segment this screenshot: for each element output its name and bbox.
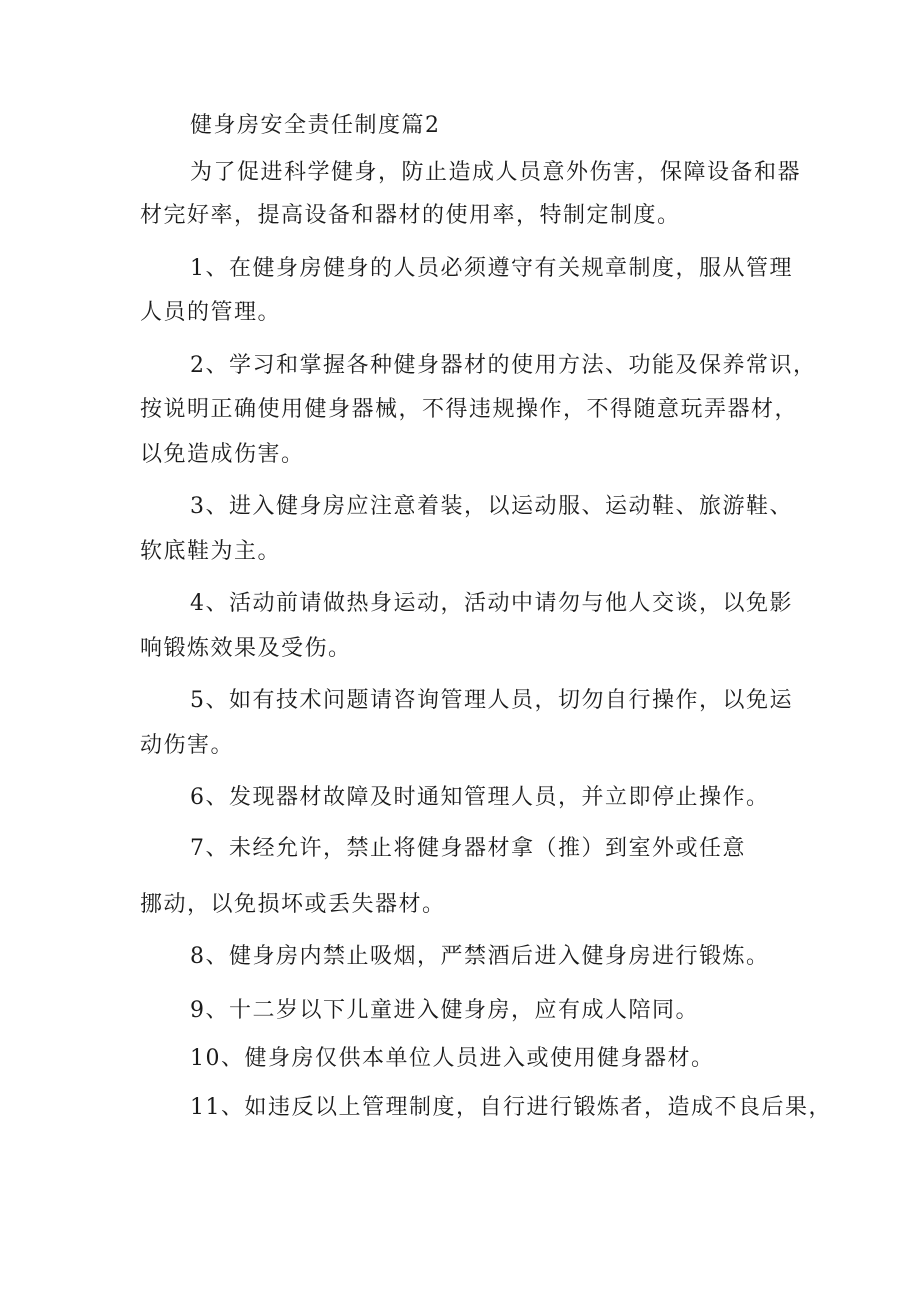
item-5-line-2: 动伤害。	[140, 733, 235, 758]
item-10-line-1: 10、健身房仅供本单位人员进入或使用健身器材。	[190, 1046, 715, 1071]
item-3-line-1: 3、进入健身房应注意着装，以运动服、运动鞋、旅游鞋、	[190, 494, 793, 519]
item-8-line-1: 8、健身房内禁止吸烟，严禁酒后进入健身房进行锻炼。	[190, 944, 770, 969]
item-5-line-1: 5、如有技术问题请咨询管理人员，切勿自行操作，以免运	[190, 688, 793, 713]
intro-line-1: 为了促进科学健身，防止造成人员意外伤害，保障设备和器	[190, 160, 802, 185]
item-9-line-1: 9、十二岁以下儿童进入健身房，应有成人陪同。	[190, 998, 699, 1023]
item-2-line-2: 按说明正确使用健身器械，不得违规操作，不得随意玩弄器材，	[140, 397, 799, 422]
item-11-line-1: 11、如违反以上管理制度，自行进行锻炼者，造成不良后果，	[190, 1095, 832, 1120]
item-4-line-2: 响锻炼效果及受伤。	[140, 636, 352, 661]
item-1-line-1: 1、在健身房健身的人员必须遵守有关规章制度，服从管理	[190, 256, 793, 281]
item-7-line-1: 7、未经允许，禁止将健身器材拿（推）到室外或任意	[190, 836, 746, 861]
item-2-line-3: 以免造成伤害。	[140, 442, 305, 467]
item-7-line-2: 挪动，以免损坏或丢失器材。	[140, 892, 446, 917]
item-1-line-2: 人员的管理。	[140, 300, 282, 325]
intro-line-2: 材完好率，提高设备和器材的使用率，特制定制度。	[140, 203, 681, 228]
document-heading: 健身房安全责任制度篇2	[190, 113, 441, 138]
item-2-line-1: 2、学习和掌握各种健身器材的使用方法、功能及保养常识，	[190, 353, 817, 378]
item-4-line-1: 4、活动前请做热身运动，活动中请勿与他人交谈，以免影	[190, 591, 793, 616]
item-6-line-1: 6、发现器材故障及时通知管理人员，并立即停止操作。	[190, 785, 770, 810]
item-3-line-2: 软底鞋为主。	[140, 539, 282, 564]
